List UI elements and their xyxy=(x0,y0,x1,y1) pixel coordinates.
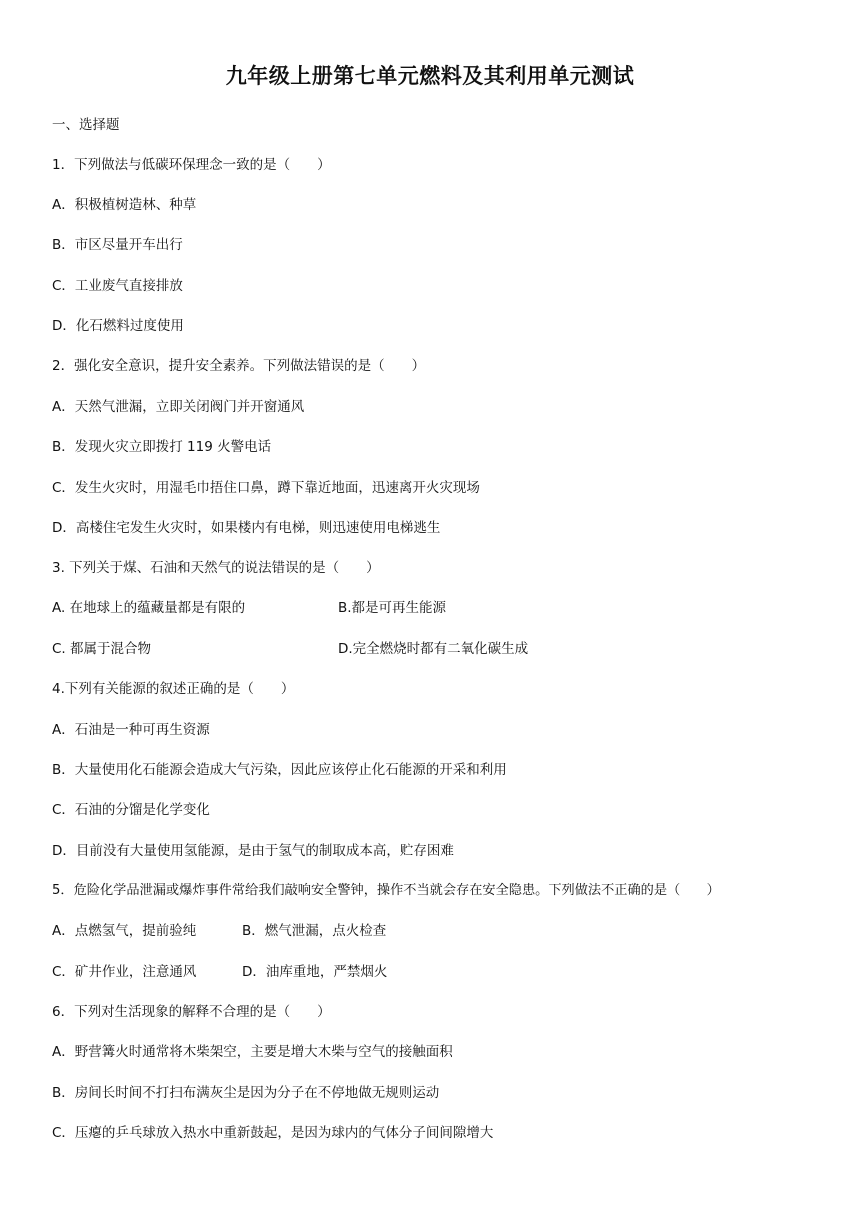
question-2-option-d: D．高楼住宅发生火灾时，如果楼内有电梯，则迅速使用电梯逃生 xyxy=(52,520,441,536)
question-3-stem: 3. 下列关于煤、石油和天然气的说法错误的是（ ） xyxy=(52,560,380,576)
question-4-option-c: C．石油的分馏是化学变化 xyxy=(52,802,210,818)
document-title: 九年级上册第七单元燃料及其利用单元测试 xyxy=(225,64,635,88)
question-2-option-b: B．发现火灾立即拨打 119 火警电话 xyxy=(52,439,272,455)
question-6-stem: 6．下列对生活现象的解释不合理的是（ ） xyxy=(52,1004,331,1020)
question-5-option-b: B．燃气泄漏，点火检查 xyxy=(242,923,387,939)
question-5-option-d: D．油库重地，严禁烟火 xyxy=(242,964,388,980)
question-1-stem: 1．下列做法与低碳环保理念一致的是（ ） xyxy=(52,157,331,173)
question-4-option-b: B．大量使用化石能源会造成大气污染，因此应该停止化石能源的开采和利用 xyxy=(52,762,507,778)
question-6-option-c: C．压瘪的乒乓球放入热水中重新鼓起，是因为球内的气体分子间间隙增大 xyxy=(52,1125,494,1141)
question-5-option-a: A．点燃氢气，提前验纯 xyxy=(52,923,197,939)
question-2-option-a: A．天然气泄漏，立即关闭阀门并开窗通风 xyxy=(52,399,305,415)
question-2-option-c: C．发生火灾时，用湿毛巾捂住口鼻，蹲下靠近地面，迅速离开火灾现场 xyxy=(52,480,480,496)
question-6-option-a: A．野营篝火时通常将木柴架空，主要是增大木柴与空气的接触面积 xyxy=(52,1044,453,1060)
question-3-option-a: A. 在地球上的蕴藏量都是有限的 xyxy=(52,600,246,616)
question-2-stem: 2．强化安全意识，提升安全素养。下列做法错误的是（ ） xyxy=(52,358,426,374)
question-4-option-a: A．石油是一种可再生资源 xyxy=(52,722,210,738)
question-5-option-c: C．矿井作业，注意通风 xyxy=(52,964,197,980)
question-3-option-c: C. 都属于混合物 xyxy=(52,641,152,657)
question-5-stem: 5．危险化学品泄漏或爆炸事件常给我们敲响安全警钟，操作不当就会存在安全隐患。下列做法不正确的是（ ） xyxy=(52,883,720,898)
section-heading: 一、选择题 xyxy=(52,117,120,133)
question-6-option-b: B．房间长时间不打扫布满灰尘是因为分子在不停地做无规则运动 xyxy=(52,1085,440,1101)
question-3-option-b: B.都是可再生能源 xyxy=(338,600,447,616)
question-1-option-a: A．积极植树造林、种草 xyxy=(52,197,197,213)
question-4-stem: 4.下列有关能源的叙述正确的是（ ） xyxy=(52,681,295,697)
question-3-option-d: D.完全燃烧时都有二氧化碳生成 xyxy=(338,641,529,657)
question-1-option-b: B．市区尽量开车出行 xyxy=(52,237,183,253)
question-1-option-c: C．工业废气直接排放 xyxy=(52,278,183,294)
question-4-option-d: D．目前没有大量使用氢能源，是由于氢气的制取成本高，贮存困难 xyxy=(52,843,454,859)
question-1-option-d: D．化石燃料过度使用 xyxy=(52,318,184,334)
